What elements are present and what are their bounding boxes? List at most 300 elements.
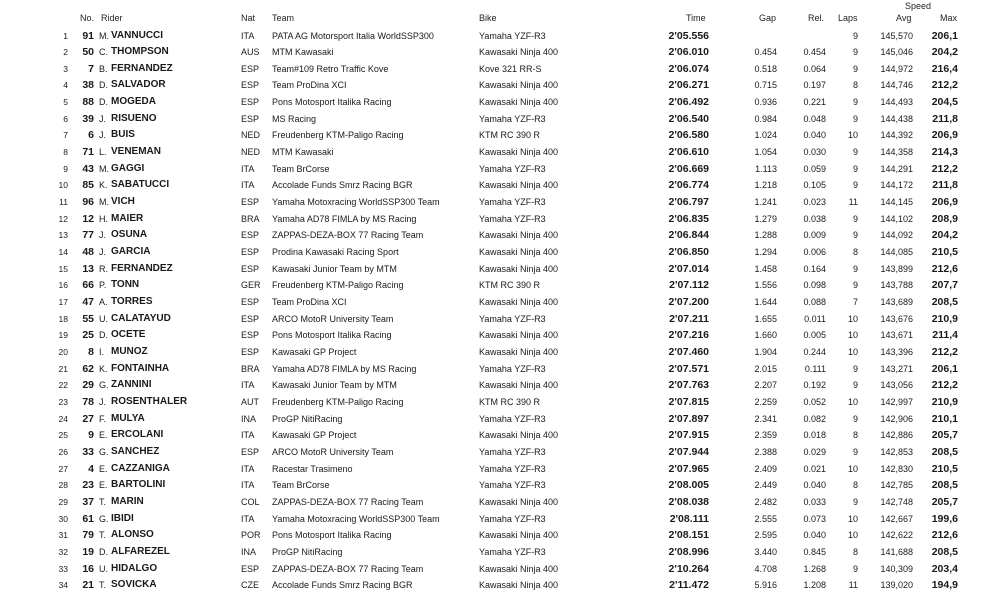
laps-cell: 9 xyxy=(852,47,858,58)
table-row xyxy=(0,94,987,111)
relative-gap-cell: 0.023 xyxy=(803,197,826,208)
team-cell: MTM Kawasaki xyxy=(272,147,334,158)
bike-cell: Kawasaki Ninja 400 xyxy=(479,263,559,274)
rider-surname-cell: TONN xyxy=(111,279,140,291)
relative-gap-cell: 0.073 xyxy=(803,513,826,524)
race-number-cell: 7 xyxy=(88,62,94,75)
table-row xyxy=(0,561,987,578)
position-cell: 5 xyxy=(63,97,68,108)
rider-surname-cell: MULYA xyxy=(111,412,145,424)
team-cell: MTM Kawasaki xyxy=(272,47,334,58)
position-cell: 26 xyxy=(58,447,68,457)
laps-cell: 10 xyxy=(847,130,858,141)
bike-cell: Kawasaki Ninja 400 xyxy=(479,347,559,358)
race-number-cell: 78 xyxy=(82,396,94,409)
max-speed-cell: 210,9 xyxy=(931,396,958,409)
rider-initial-cell: J. xyxy=(99,397,107,408)
gap-cell: 1.904 xyxy=(754,347,777,358)
bike-cell: Kawasaki Ninja 400 xyxy=(479,180,559,191)
relative-gap-cell: 0.164 xyxy=(803,263,826,274)
lap-time-cell: 2'06.850 xyxy=(668,246,709,259)
race-number-cell: 50 xyxy=(82,46,94,59)
team-cell: Pons Motosport Italika Racing xyxy=(272,97,392,108)
nationality-cell: BRA xyxy=(241,363,260,374)
lap-time-cell: 2'07.897 xyxy=(668,412,709,425)
gap-cell: 0.518 xyxy=(754,63,777,74)
position-cell: 3 xyxy=(63,63,68,74)
position-cell: 31 xyxy=(58,530,68,541)
nationality-cell: BRA xyxy=(241,213,260,224)
race-number-cell: 16 xyxy=(82,562,94,575)
race-number-cell: 66 xyxy=(82,279,94,292)
team-cell: Team ProDina XCI xyxy=(272,297,347,308)
position-cell: 8 xyxy=(63,147,68,158)
lap-time-cell: 2'06.540 xyxy=(668,112,709,125)
max-speed-cell: 194,9 xyxy=(931,579,958,592)
position-cell: 27 xyxy=(58,463,68,474)
nationality-cell: ITA xyxy=(241,30,255,41)
gap-cell: 5.916 xyxy=(754,580,777,591)
max-speed-cell: 206,1 xyxy=(931,362,958,375)
relative-gap-cell: 0.009 xyxy=(803,230,826,241)
laps-cell: 8 xyxy=(852,546,858,557)
bike-cell: Yamaha YZF-R3 xyxy=(479,463,546,474)
max-speed-cell: 208,9 xyxy=(931,212,958,225)
lap-time-cell: 2'07.200 xyxy=(668,296,709,309)
laps-cell: 9 xyxy=(852,380,858,391)
laps-cell: 10 xyxy=(847,513,858,524)
table-row xyxy=(0,461,987,478)
race-number-cell: 12 xyxy=(82,212,94,225)
table-row xyxy=(0,277,987,294)
gap-cell: 1.113 xyxy=(755,163,777,174)
laps-cell: 10 xyxy=(847,330,858,341)
table-row xyxy=(0,427,987,444)
position-cell: 7 xyxy=(63,130,68,141)
max-speed-cell: 210,5 xyxy=(931,462,958,475)
team-cell: Kawasaki Junior Team by MTM xyxy=(272,263,397,274)
team-cell: Freudenberg KTM-Paligo Racing xyxy=(272,397,404,408)
bike-cell: Yamaha YZF-R3 xyxy=(479,213,546,224)
team-cell: Yamaha Motoxracing WorldSSP300 Team xyxy=(272,197,440,208)
relative-gap-cell: 0.064 xyxy=(803,63,826,74)
team-cell: Accolade Funds Smrz Racing BGR xyxy=(272,580,413,591)
position-cell: 4 xyxy=(63,80,68,91)
avg-speed-cell: 144,493 xyxy=(880,97,913,108)
rider-initial-cell: K. xyxy=(99,363,108,374)
race-number-cell: 91 xyxy=(82,29,94,42)
team-cell: ARCO MotoR University Team xyxy=(272,313,394,324)
laps-cell: 9 xyxy=(852,30,858,41)
rider-surname-cell: MAIER xyxy=(111,212,144,224)
lap-time-cell: 2'06.774 xyxy=(668,179,709,192)
bike-cell: Kawasaki Ninja 400 xyxy=(479,563,559,574)
position-cell: 28 xyxy=(58,480,68,491)
relative-gap-cell: 0.033 xyxy=(803,496,826,507)
gap-cell: 1.241 xyxy=(754,197,777,208)
gap-cell: 0.936 xyxy=(754,97,777,108)
race-number-cell: 55 xyxy=(82,312,94,325)
position-cell: 16 xyxy=(58,280,68,291)
max-speed-cell: 214,3 xyxy=(931,146,958,159)
max-speed-cell: 205,7 xyxy=(931,495,958,508)
laps-cell: 11 xyxy=(848,580,858,591)
team-cell: MS Racing xyxy=(272,113,317,124)
laps-cell: 10 xyxy=(847,397,858,408)
lap-time-cell: 2'06.669 xyxy=(668,162,709,175)
max-speed-cell: 210,9 xyxy=(931,312,958,325)
max-speed-cell: 208,5 xyxy=(931,446,958,458)
rider-initial-cell: G. xyxy=(99,380,109,391)
nationality-cell: ITA xyxy=(241,480,255,491)
laps-cell: 9 xyxy=(852,496,858,507)
table-row xyxy=(0,161,987,178)
rider-initial-cell: D. xyxy=(99,97,108,108)
avg-speed-cell: 139,020 xyxy=(880,580,913,591)
team-cell: PATA AG Motorsport Italia WorldSSP300 xyxy=(272,30,434,41)
gap-cell: 2.555 xyxy=(754,513,777,524)
gap-cell: 1.644 xyxy=(754,297,777,308)
lap-time-cell: 2'11.472 xyxy=(669,579,709,592)
avg-speed-cell: 145,570 xyxy=(880,30,913,41)
race-number-cell: 21 xyxy=(82,579,94,592)
lap-time-cell: 2'06.610 xyxy=(668,146,709,159)
rider-surname-cell: CAZZANIGA xyxy=(111,462,170,474)
laps-cell: 9 xyxy=(852,447,858,457)
rider-surname-cell: VANNUCCI xyxy=(111,29,164,41)
rider-surname-cell: SABATUCCI xyxy=(111,179,170,191)
team-cell: Racestar Trasimeno xyxy=(272,463,353,474)
lap-time-cell: 2'08.111 xyxy=(669,512,709,525)
position-cell: 24 xyxy=(58,413,68,424)
table-row xyxy=(0,144,987,161)
table-row xyxy=(0,327,987,344)
lap-time-cell: 2'06.797 xyxy=(668,196,709,209)
table-row xyxy=(0,227,987,244)
table-row xyxy=(0,294,987,311)
gap-cell: 1.556 xyxy=(754,280,777,291)
avg-speed-cell: 142,997 xyxy=(880,397,913,408)
position-cell: 9 xyxy=(63,163,68,174)
rider-surname-cell: ZANNINI xyxy=(111,379,152,391)
max-speed-cell: 206,9 xyxy=(931,196,958,209)
rider-initial-cell: J. xyxy=(99,247,107,258)
avg-speed-cell: 142,622 xyxy=(880,530,913,541)
rider-initial-cell: J. xyxy=(99,113,107,124)
gap-cell: 2.207 xyxy=(754,380,777,391)
avg-speed-cell: 144,145 xyxy=(880,197,913,208)
laps-cell: 9 xyxy=(852,97,858,108)
rider-initial-cell: I. xyxy=(99,347,105,358)
lap-time-cell: 2'06.492 xyxy=(668,96,709,109)
race-number-cell: 33 xyxy=(82,446,94,458)
rider-initial-cell: B. xyxy=(99,63,108,74)
position-cell: 12 xyxy=(58,213,68,224)
lap-time-cell: 2'07.965 xyxy=(668,462,709,475)
table-row xyxy=(0,28,987,45)
laps-cell: 9 xyxy=(852,280,858,291)
nationality-cell: ESP xyxy=(241,447,260,457)
rider-surname-cell: ALONSO xyxy=(111,529,154,541)
rider-surname-cell: GARCIA xyxy=(111,246,151,258)
gap-cell: 0.715 xyxy=(754,80,777,91)
nationality-cell: ESP xyxy=(241,330,260,341)
max-speed-cell: 204,5 xyxy=(931,96,958,109)
race-number-cell: 79 xyxy=(82,529,94,542)
team-cell: Pons Motosport Italika Racing xyxy=(272,530,392,541)
avg-speed-cell: 143,056 xyxy=(880,380,913,391)
table-row xyxy=(0,194,987,211)
avg-speed-cell: 144,092 xyxy=(880,230,913,241)
team-cell: Team BrCorse xyxy=(272,480,330,491)
avg-speed-cell: 144,172 xyxy=(880,180,913,191)
rider-initial-cell: T. xyxy=(99,580,107,591)
max-speed-cell: 212,2 xyxy=(931,379,958,392)
bike-cell: KTM RC 390 R xyxy=(479,397,541,408)
relative-gap-cell: 1.268 xyxy=(803,563,826,574)
avg-speed-cell: 141,688 xyxy=(880,546,913,557)
avg-speed-cell: 142,853 xyxy=(880,447,913,457)
position-cell: 11 xyxy=(59,197,68,208)
avg-speed-cell: 142,830 xyxy=(880,463,913,474)
relative-gap-cell: 0.038 xyxy=(803,213,826,224)
position-cell: 6 xyxy=(63,113,68,124)
header-speed: Speed xyxy=(905,1,932,11)
laps-cell: 9 xyxy=(852,163,858,174)
avg-speed-cell: 144,392 xyxy=(880,130,913,141)
gap-cell: 2.409 xyxy=(754,463,777,474)
laps-cell: 9 xyxy=(852,63,858,74)
race-number-cell: 13 xyxy=(82,262,94,275)
lap-time-cell: 2'07.014 xyxy=(668,262,709,275)
rider-initial-cell: M. xyxy=(99,163,109,174)
gap-cell: 0.984 xyxy=(754,113,777,124)
lap-time-cell: 2'08.996 xyxy=(668,545,709,558)
avg-speed-cell: 144,438 xyxy=(880,113,913,124)
rider-initial-cell: G. xyxy=(99,513,109,524)
rider-surname-cell: MARIN xyxy=(111,495,144,507)
team-cell: ProGP NitiRacing xyxy=(272,546,343,557)
header-rel: Rel. xyxy=(808,13,825,23)
avg-speed-cell: 143,788 xyxy=(880,280,913,291)
rider-surname-cell: MOGEDA xyxy=(111,96,156,108)
team-cell: Yamaha AD78 FIMLA by MS Racing xyxy=(272,213,417,224)
bike-cell: Kawasaki Ninja 400 xyxy=(479,147,559,158)
relative-gap-cell: 0.021 xyxy=(803,463,826,474)
lap-time-cell: 2'07.763 xyxy=(668,379,709,392)
bike-cell: Yamaha YZF-R3 xyxy=(479,546,546,557)
rider-surname-cell: SOVICKA xyxy=(111,579,157,591)
rider-surname-cell: FERNANDEZ xyxy=(111,262,173,274)
nationality-cell: ESP xyxy=(241,313,260,324)
position-cell: 23 xyxy=(58,397,68,408)
max-speed-cell: 211,4 xyxy=(932,329,958,342)
table-row xyxy=(0,527,987,544)
gap-cell: 1.458 xyxy=(754,263,777,274)
bike-cell: Kawasaki Ninja 400 xyxy=(479,496,559,507)
relative-gap-cell: 1.208 xyxy=(803,580,826,591)
avg-speed-cell: 143,396 xyxy=(880,347,913,358)
header-max: Max xyxy=(940,13,958,23)
table-row xyxy=(0,444,987,461)
rider-surname-cell: CALATAYUD xyxy=(111,312,171,324)
bike-cell: Yamaha YZF-R3 xyxy=(479,313,546,324)
position-cell: 34 xyxy=(58,580,68,591)
bike-cell: Yamaha YZF-R3 xyxy=(479,163,546,174)
rider-initial-cell: D. xyxy=(99,546,108,557)
gap-cell: 3.440 xyxy=(754,546,777,557)
lap-time-cell: 2'07.915 xyxy=(668,429,709,442)
position-cell: 10 xyxy=(58,180,68,191)
gap-cell: 2.388 xyxy=(754,447,777,457)
laps-cell: 9 xyxy=(852,230,858,241)
table-row xyxy=(0,61,987,78)
race-number-cell: 23 xyxy=(82,479,94,492)
race-number-cell: 43 xyxy=(82,162,94,175)
rider-initial-cell: M. xyxy=(99,30,109,41)
rider-initial-cell: P. xyxy=(99,280,107,291)
table-row xyxy=(0,511,987,528)
rider-surname-cell: ERCOLANI xyxy=(111,429,164,441)
lap-time-cell: 2'06.835 xyxy=(668,212,709,225)
team-cell: Pons Motosport Italika Racing xyxy=(272,330,392,341)
laps-cell: 10 xyxy=(847,313,858,324)
rider-surname-cell: RISUENO xyxy=(111,112,157,124)
nationality-cell: ESP xyxy=(241,297,260,308)
lap-time-cell: 2'07.112 xyxy=(669,279,709,292)
position-cell: 20 xyxy=(58,347,68,358)
rider-surname-cell: TORRES xyxy=(111,296,153,308)
bike-cell: Kawasaki Ninja 400 xyxy=(479,380,559,391)
gap-cell: 2.259 xyxy=(754,397,777,408)
race-number-cell: 19 xyxy=(82,545,94,558)
laps-cell: 9 xyxy=(852,563,858,574)
relative-gap-cell: 0.006 xyxy=(803,247,826,258)
rider-initial-cell: E. xyxy=(99,480,108,491)
team-cell: ZAPPAS-DEZA-BOX 77 Racing Team xyxy=(272,563,424,574)
team-cell: Team ProDina XCI xyxy=(272,80,347,91)
header-avg: Avg xyxy=(896,13,912,23)
laps-cell: 9 xyxy=(852,180,858,191)
lap-time-cell: 2'06.271 xyxy=(668,79,709,92)
rider-initial-cell: E. xyxy=(99,430,108,441)
table-row xyxy=(0,261,987,278)
race-number-cell: 71 xyxy=(82,146,94,159)
race-number-cell: 4 xyxy=(88,462,94,475)
gap-cell: 2.359 xyxy=(754,430,777,441)
max-speed-cell: 210,5 xyxy=(931,246,958,259)
gap-cell: 0.454 xyxy=(754,47,777,58)
laps-cell: 9 xyxy=(852,413,858,424)
max-speed-cell: 208,5 xyxy=(931,479,958,492)
avg-speed-cell: 144,291 xyxy=(880,163,913,174)
rider-surname-cell: ROSENTHALER xyxy=(111,396,188,408)
nationality-cell: ESP xyxy=(241,247,260,258)
race-number-cell: 8 xyxy=(88,346,94,359)
position-cell: 19 xyxy=(58,330,68,341)
race-number-cell: 25 xyxy=(82,329,94,342)
bike-cell: Kawasaki Ninja 400 xyxy=(479,97,559,108)
table-row xyxy=(0,344,987,361)
avg-speed-cell: 145,046 xyxy=(880,47,913,58)
position-cell: 25 xyxy=(58,430,68,441)
table-row xyxy=(0,494,987,511)
relative-gap-cell: 0.221 xyxy=(803,97,826,108)
relative-gap-cell: 0.059 xyxy=(803,163,826,174)
gap-cell: 1.024 xyxy=(754,130,777,141)
gap-cell: 2.482 xyxy=(754,496,777,507)
race-number-cell: 37 xyxy=(82,495,94,508)
nationality-cell: ITA xyxy=(241,380,255,391)
rider-surname-cell: OCETE xyxy=(111,329,146,341)
relative-gap-cell: 0.192 xyxy=(803,380,826,391)
avg-speed-cell: 143,671 xyxy=(880,330,913,341)
rider-initial-cell: G. xyxy=(99,447,109,457)
nationality-cell: ESP xyxy=(241,347,260,358)
nationality-cell: INA xyxy=(241,546,257,557)
table-row xyxy=(0,111,987,128)
rider-surname-cell: SANCHEZ xyxy=(111,446,160,457)
gap-cell: 1.279 xyxy=(754,213,777,224)
gap-cell: 1.054 xyxy=(754,147,777,158)
relative-gap-cell: 0.088 xyxy=(803,297,826,308)
position-cell: 18 xyxy=(58,313,68,324)
max-speed-cell: 212,2 xyxy=(931,162,958,175)
rider-initial-cell: E. xyxy=(99,463,108,474)
max-speed-cell: 216,4 xyxy=(931,62,958,75)
lap-time-cell: 2'07.211 xyxy=(669,312,709,325)
nationality-cell: ESP xyxy=(241,113,260,124)
table-row xyxy=(0,244,987,261)
bike-cell: Kawasaki Ninja 400 xyxy=(479,47,559,58)
table-row xyxy=(0,311,987,328)
team-cell: Kawasaki GP Project xyxy=(272,347,357,358)
race-number-cell: 9 xyxy=(88,429,94,442)
rider-initial-cell: R. xyxy=(99,263,108,274)
laps-cell: 8 xyxy=(852,480,858,491)
gap-cell: 1.655 xyxy=(754,313,777,324)
rider-initial-cell: L. xyxy=(99,147,107,158)
position-cell: 32 xyxy=(58,546,68,557)
header-no: No. xyxy=(80,13,95,23)
relative-gap-cell: 0.244 xyxy=(803,347,826,358)
rider-initial-cell: M. xyxy=(99,197,109,208)
table-row xyxy=(0,577,987,594)
lap-time-cell: 2'08.038 xyxy=(668,495,709,508)
lap-time-cell: 2'08.151 xyxy=(668,529,709,542)
rider-surname-cell: HIDALGO xyxy=(111,562,158,574)
avg-speed-cell: 143,689 xyxy=(880,297,913,308)
bike-cell: Yamaha YZF-R3 xyxy=(479,513,546,524)
max-speed-cell: 206,9 xyxy=(931,129,958,142)
team-cell: Accolade Funds Smrz Racing BGR xyxy=(272,180,413,191)
race-number-cell: 88 xyxy=(82,96,94,109)
nationality-cell: INA xyxy=(241,413,257,424)
nationality-cell: AUS xyxy=(241,47,260,58)
lap-time-cell: 2'08.005 xyxy=(668,479,709,492)
rider-surname-cell: SALVADOR xyxy=(111,79,166,91)
team-cell: Yamaha Motoxracing WorldSSP300 Team xyxy=(272,513,440,524)
gap-cell: 1.294 xyxy=(754,247,777,258)
max-speed-cell: 212,6 xyxy=(931,529,958,542)
position-cell: 1 xyxy=(63,30,68,41)
table-row xyxy=(0,77,987,94)
bike-cell: Kawasaki Ninja 400 xyxy=(479,330,559,341)
race-number-cell: 48 xyxy=(82,246,94,259)
relative-gap-cell: 0.048 xyxy=(803,113,826,124)
bike-cell: KTM RC 390 R xyxy=(479,280,541,291)
max-speed-cell: 206,1 xyxy=(931,29,958,42)
